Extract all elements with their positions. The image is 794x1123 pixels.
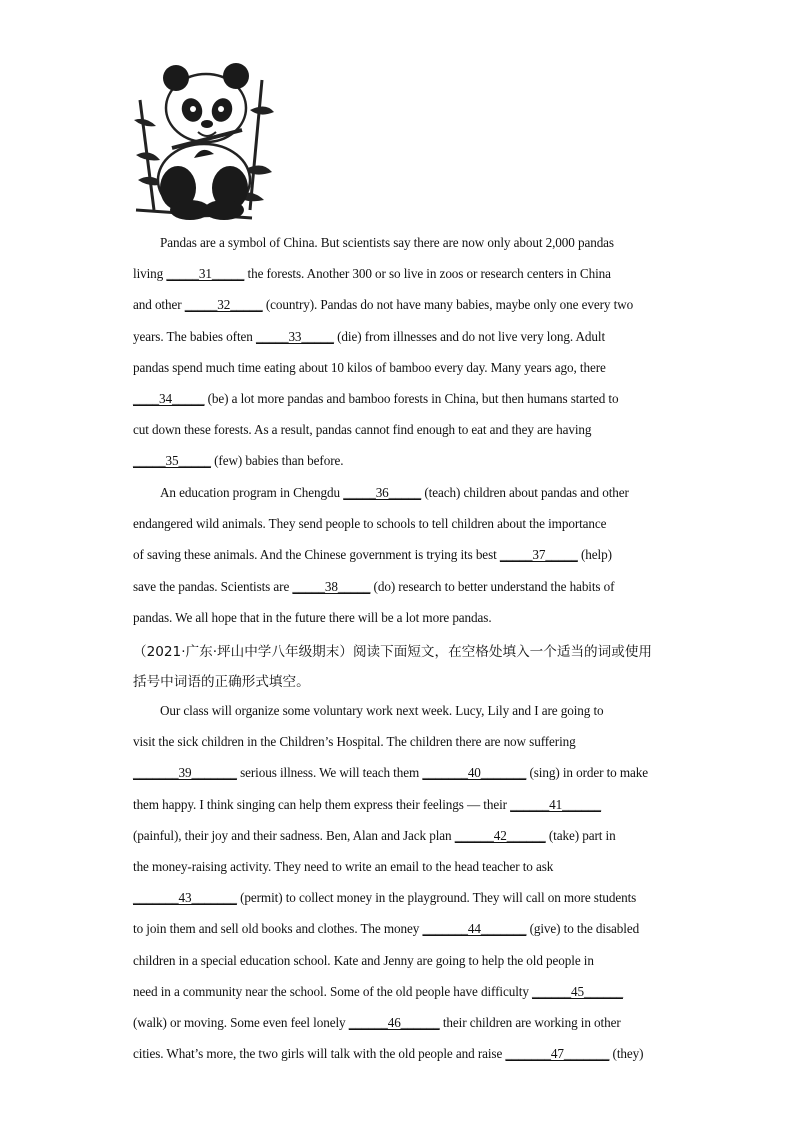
passage-text: (country). Pandas do not have many babies, maybe only one every two [262,297,634,313]
passage-1 [133,227,663,477]
text-line [133,414,663,445]
answer-blank[interactable]: ______46______ [348,1014,440,1030]
answer-blank[interactable]: ______41______ [510,796,602,812]
passage-text: the forests. Another 300 or so live in zoos or research centers in China [244,266,611,282]
answer-blank[interactable]: _____33_____ [255,328,334,344]
passage-text: (do) research to better understand the habits of [370,578,615,594]
answer-blank[interactable]: _____36_____ [343,485,422,500]
answer-blank[interactable]: _______47_______ [505,1046,610,1062]
text-line [133,851,663,882]
passage-text: the money-raising activity. They need to write an email to the head teacher to ask [133,858,554,874]
text-line [133,445,663,476]
answer-blank[interactable]: _______44_______ [422,921,527,937]
answer-blank[interactable]: _____38_____ [292,578,371,594]
answer-blank[interactable]: ______42______ [454,827,546,843]
passage-text: living [133,266,167,282]
text-line [133,789,663,820]
passage-text: to join them and sell old books and clothes. The money [133,921,423,937]
passage-text: (die) from illnesses and do not live very long. Adult [333,328,606,344]
passage-text: (few) babies than before. [210,453,344,469]
passage-text: (be) a lot more pandas and bamboo forests in China, but then humans started to [204,390,619,406]
answer-blank[interactable]: _____35_____ [133,453,211,469]
passage-text: (take) part in [545,827,616,843]
passage-text: (sing) in order to make [526,765,649,781]
answer-blank[interactable]: _____32_____ [184,297,263,313]
exercise-heading [133,637,663,697]
answer-blank[interactable]: _______39_______ [133,765,237,781]
passage-text: (give) to the disabled [526,921,640,937]
passage-text: their children are working in other [439,1014,621,1030]
answer-blank[interactable]: _____37_____ [499,547,578,563]
answer-blank[interactable]: ____34_____ [133,390,205,406]
heading-line-2: 括号中词语的正确形式填空。 [133,674,310,690]
passage-text: pandas. We all hope that in the future there will be a lot more pandas. [133,609,492,625]
passage-text: cities. What’s more, the two girls will talk with the old people and raise [133,1046,506,1062]
passage-text: save the pandas. Scientists are [133,578,293,594]
text-line [133,258,663,289]
text-line [133,321,663,352]
passage-text: them happy. I think singing can help them express their feelings — their [133,796,511,812]
passage-text: of saving these animals. And the Chinese government is trying its best [133,547,500,563]
passage-3 [133,695,663,1069]
text-line [133,913,663,944]
text-line [133,508,663,539]
passage-text: (painful), their joy and their sadness. Ben, Alan and Jack plan [133,827,455,843]
passage-text: Our class will organize some voluntary work next week. Lucy, Lily and I are going to [160,703,604,718]
text-line [133,227,663,258]
text-line [133,477,663,508]
text-line [133,289,663,320]
passage-text: serious illness. We will teach them [236,765,423,781]
passage-text: Pandas are a symbol of China. But scientists say there are now only about 2,000 pandas [160,235,614,250]
passage-text: (they) [609,1046,644,1062]
passage-text: visit the sick children in the Children’s Hospital. The children there are now suffering [133,734,576,750]
passage-text: years. The babies often [133,328,256,344]
passage-text: (permit) to collect money in the playground. They will call on more students [236,890,637,906]
passage-text: An education program in Chengdu [160,485,344,500]
answer-blank[interactable]: _______40_______ [422,765,527,781]
passage-text: (help) [577,547,612,563]
heading-line-1: （2021·广东·坪山中学八年级期末）阅读下面短文，在空格处填入一个适当的词或使用 [133,644,653,660]
passage-text: endangered wild animals. They send people to schools to tell children about the importance [133,516,607,532]
passage-text: need in a community near the school. Some of the old people have difficulty [133,983,533,999]
passage-text: (teach) children about pandas and other [421,485,629,500]
text-line [133,820,663,851]
answer-blank[interactable]: _____31_____ [166,266,245,282]
passage-text: pandas spend much time eating about 10 kilos of bamboo every day. Many years ago, there [133,359,606,375]
answer-blank[interactable]: _______43_______ [133,890,237,906]
text-line [133,945,663,976]
text-line [133,602,663,633]
text-line [133,882,663,913]
text-line [133,539,663,570]
passage-text: children in a special education school. Kate and Jenny are going to help the old people in [133,952,594,968]
passage-text: (walk) or moving. Some even feel lonely [133,1014,349,1030]
text-line [133,726,663,757]
passage-text: cut down these forests. As a result, pandas cannot find enough to eat and they are having [133,422,592,438]
text-line [133,1038,663,1069]
text-line [133,757,663,788]
text-line [133,976,663,1007]
passage-2 [133,477,663,633]
passage-text: and other [133,297,185,313]
text-line [133,1007,663,1038]
answer-blank[interactable]: ______45______ [532,983,623,999]
text-line [133,352,663,383]
text-line [133,695,663,726]
text-line [133,383,663,414]
panda-illustration [132,60,274,222]
text-line [133,571,663,602]
